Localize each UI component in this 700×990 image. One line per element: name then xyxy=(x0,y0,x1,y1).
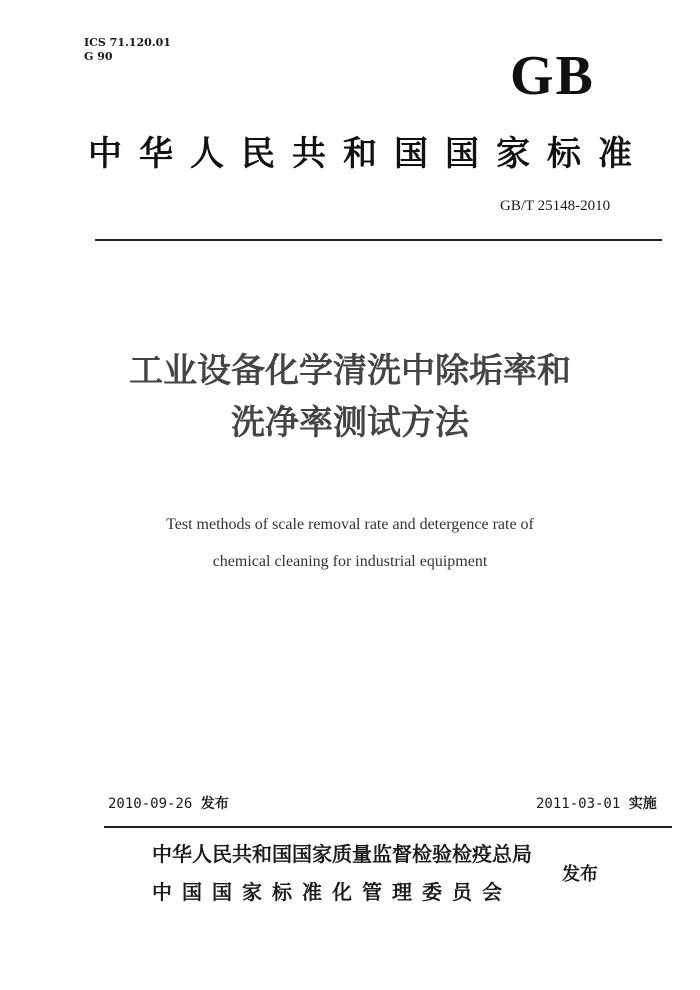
issuer-sac: 中国国家标准化管理委员会 xyxy=(152,880,512,904)
standard-number: GB/T 25148-2010 xyxy=(500,198,611,214)
publish-label: 发布 xyxy=(562,864,598,885)
ics-code: ICS 71.120.01 xyxy=(84,36,171,49)
gb-logo: GB xyxy=(510,45,595,107)
english-title-line-1: Test methods of scale removal rate and detergence rate of xyxy=(166,516,534,533)
issue-label: 发布 xyxy=(200,796,229,812)
top-divider xyxy=(95,239,662,241)
issue-date-block xyxy=(108,793,229,813)
chinese-title-line-1: 工业设备化学清洗中除垢率和 xyxy=(129,351,571,391)
chinese-title-line-2: 洗净率测试方法 xyxy=(231,403,469,443)
english-title xyxy=(0,506,700,580)
classification-codes xyxy=(84,36,171,64)
bottom-divider xyxy=(104,826,672,828)
issuer-aqsiq: 中华人民共和国国家质量监督检验检疫总局 xyxy=(152,842,532,866)
implement-date-block xyxy=(536,793,657,813)
ccs-code: G 90 xyxy=(84,50,113,63)
issue-date: 2010-09-26 xyxy=(108,796,193,812)
implement-label: 实施 xyxy=(628,796,657,812)
chinese-title xyxy=(0,345,700,449)
english-title-line-2: chemical cleaning for industrial equipment xyxy=(212,553,488,570)
national-standard-title: 中华人民共和国国家标准 xyxy=(88,134,649,174)
implement-date: 2011-03-01 xyxy=(536,796,621,812)
